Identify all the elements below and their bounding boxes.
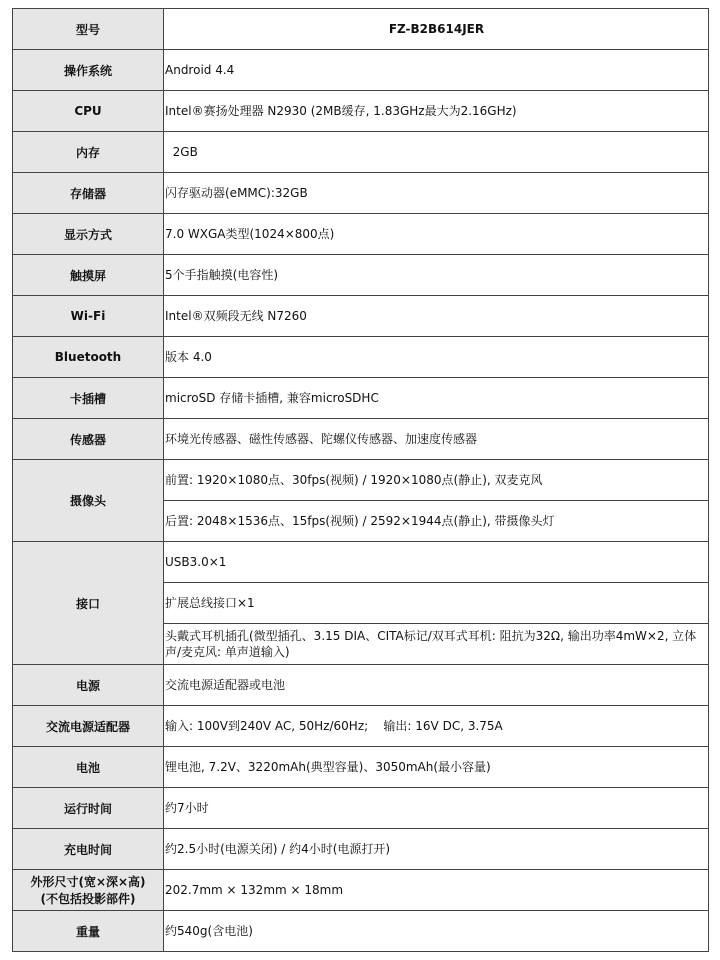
row-label-ac-adapter: 交流电源适配器 [13,706,164,747]
model-value: FZ-B2B614JER [164,9,709,50]
row-value-dimensions: 202.7mm × 132mm × 18mm [164,870,709,911]
row-value-charge-time: 约2.5小时(电源关闭) / 约4小时(电源打开) [164,829,709,870]
row-value-battery: 锂电池, 7.2V、3220mAh(典型容量)、3050mAh(最小容量) [164,747,709,788]
row-label-wifi: Wi-Fi [13,296,164,337]
row-value-card-slot: microSD 存储卡插槽, 兼容microSDHC [164,378,709,419]
row-label-dimensions [13,870,164,911]
table-row [13,378,709,419]
table-row [13,788,709,829]
table-row [13,296,709,337]
row-label-storage: 存储器 [13,173,164,214]
row-value-camera-front: 前置: 1920×1080点、30fps(视频) / 1920×1080点(静止), 双麦克风 [164,460,709,501]
row-value-usb: USB3.0×1 [164,542,709,583]
row-label-display: 显示方式 [13,214,164,255]
row-value-os: Android 4.4 [164,50,709,91]
table-row [13,91,709,132]
dimensions-label-line2: (不包括投影部件) [40,892,136,906]
row-label-touchscreen: 触摸屏 [13,255,164,296]
row-label-power: 电源 [13,665,164,706]
row-label-camera: 摄像头 [13,460,164,542]
table-row [13,706,709,747]
row-label-cpu: CPU [13,91,164,132]
table-row [13,665,709,706]
row-value-wifi: Intel®双频段无线 N7260 [164,296,709,337]
spec-table [12,8,709,952]
table-row [13,173,709,214]
row-label-battery: 电池 [13,747,164,788]
row-label-ports: 接口 [13,542,164,665]
table-row [13,829,709,870]
row-value-storage: 闪存驱动器(eMMC):32GB [164,173,709,214]
row-value-headphone-jack: 头戴式耳机插孔(微型插孔、3.15 DIA、CITA标记/双耳式耳机: 阻抗为32Ω, 输出功率4mW×2, 立体声/麦克风: 单声道输入) [164,624,709,665]
row-label-memory: 内存 [13,132,164,173]
table-row [13,337,709,378]
table-row [13,255,709,296]
table-row [13,911,709,952]
table-row [13,9,709,50]
row-label-runtime: 运行时间 [13,788,164,829]
row-value-display: 7.0 WXGA类型(1024×800点) [164,214,709,255]
row-value-cpu: Intel®赛扬处理器 N2930 (2MB缓存, 1.83GHz最大为2.16GHz) [164,91,709,132]
table-row [13,870,709,911]
row-label-bluetooth: Bluetooth [13,337,164,378]
row-label-model: 型号 [13,9,164,50]
table-row [13,542,709,583]
row-value-touchscreen: 5个手指触摸(电容性) [164,255,709,296]
row-value-runtime: 约7小时 [164,788,709,829]
row-value-expansion-bus: 扩展总线接口×1 [164,583,709,624]
row-value-power: 交流电源适配器或电池 [164,665,709,706]
row-label-sensors: 传感器 [13,419,164,460]
row-value-memory: 2GB [164,132,709,173]
row-value-camera-rear: 后置: 2048×1536点、15fps(视频) / 2592×1944点(静止), 带摄像头灯 [164,501,709,542]
table-row [13,214,709,255]
row-label-charge-time: 充电时间 [13,829,164,870]
row-value-weight: 约540g(含电池) [164,911,709,952]
row-label-card-slot: 卡插槽 [13,378,164,419]
table-row [13,747,709,788]
table-row [13,419,709,460]
table-row [13,50,709,91]
row-label-os: 操作系统 [13,50,164,91]
dimensions-label-line1: 外形尺寸(宽×深×高) [30,875,146,889]
row-label-weight: 重量 [13,911,164,952]
row-value-sensors: 环境光传感器、磁性传感器、陀螺仪传感器、加速度传感器 [164,419,709,460]
table-row [13,132,709,173]
table-row [13,460,709,501]
row-value-ac-adapter: 输入: 100V到240V AC, 50Hz/60Hz; 输出: 16V DC, 3.75A [164,706,709,747]
row-value-bluetooth: 版本 4.0 [164,337,709,378]
